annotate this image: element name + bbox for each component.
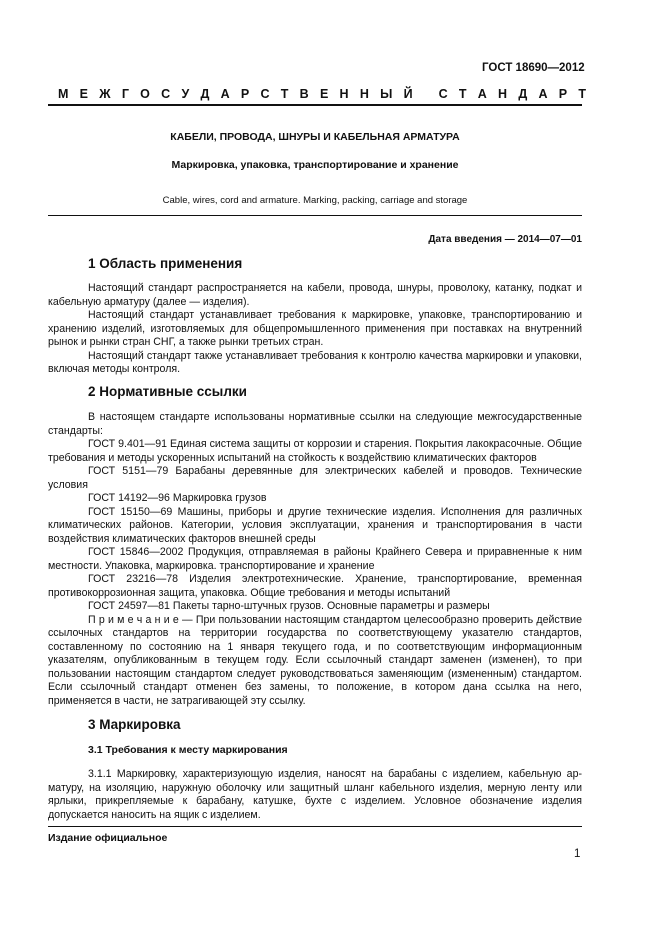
banner-letter: Т: [280, 87, 289, 101]
note-text: — При пользовании настоящим стандартом целесообразно проверить действие ссылочных стандартов на территории государства по соответствующему указателю стандартов, составленному по состоянию на 1 января текущего года, и по соответствующим информационным указателям, опубликованным в текущем году. Если ссылочный стандарт заменен (изменен), то при пользовании настоящим стандартом следует руководствоваться заменяющим (измененным) стандартом. Если ссылочный стандарт отменен без замены, то положение, в котором дана ссылка на него, применяется в части, не затрагивающей эту ссылку.: [48, 613, 582, 707]
banner-letter: В: [299, 87, 309, 101]
banner-letter: Н: [359, 87, 369, 101]
footer-rule: [48, 826, 582, 827]
section-1-heading: 1 Область применения: [88, 256, 243, 271]
banner-letter: А: [477, 87, 487, 101]
banner-letter: У: [181, 87, 190, 101]
banner-letter: Т: [578, 87, 586, 101]
section-1-body: [48, 282, 582, 377]
note-label: П р и м е ч а н и е: [88, 613, 179, 626]
banner-letter: С: [260, 87, 270, 101]
section-3-body: [48, 768, 582, 822]
reference-item: ГОСТ 23216—78 Изделия электротехнические. Хранение, транспортирование, временная противокоррозионная защита, упаковка. Общие требования и методы испытаний: [48, 573, 582, 599]
paragraph: Настоящий стандарт также устанавливает требования к контролю качества маркировки и упаковки, включая методы контроля.: [48, 349, 582, 375]
reference-item: ГОСТ 24597—81 Пакеты тарно-штучных грузов. Основные параметры и размеры: [88, 600, 490, 612]
banner-letter: Ж: [99, 87, 111, 101]
banner-letter: Ы: [380, 87, 393, 101]
document-title: КАБЕЛИ, ПРОВОДА, ШНУРЫ И КАБЕЛЬНАЯ АРМАТУРА: [170, 131, 460, 143]
subsection-3-1-heading: 3.1 Требования к месту маркирования: [88, 744, 288, 756]
paragraph: Настоящий стандарт устанавливает требования к маркировке, упаковке, транспортированию и хранению изделий, изготовляемых для общепромышленного применения при поставках на внутренний рынок и рынки стран СНГ, а также рынки третьих стран.: [48, 309, 582, 348]
section-3-heading: 3 Маркировка: [88, 717, 181, 732]
banner-letter: Р: [558, 87, 568, 101]
banner-letter: [424, 87, 427, 101]
banner-letter: Р: [240, 87, 250, 101]
section-2-heading: 2 Нормативные ссылки: [88, 384, 247, 399]
banner-letter: Е: [319, 87, 329, 101]
reference-item: ГОСТ 15846—2002 Продукция, отправляемая в районы Крайнего Севера и приравненные к ним местности. Упаковка, маркировка. транспортирование и хранение: [48, 546, 582, 572]
banner-letter: А: [538, 87, 548, 101]
interstate-standard-banner: [58, 87, 586, 101]
header-rule: [48, 104, 582, 106]
reference-item: ГОСТ 5151—79 Барабаны деревянные для электрических кабелей и проводов. Технические условия: [48, 465, 582, 491]
note: [48, 614, 582, 709]
title-rule: [48, 215, 582, 216]
banner-letter: А: [220, 87, 230, 101]
banner-letter: С: [161, 87, 171, 101]
reference-item: ГОСТ 9.401—91 Единая система защиты от коррозии и старения. Покрытия лакокрасочные. Общие требования и методы ускоренных испытаний на стойкость к воздействию климатических факторов: [48, 438, 582, 464]
page-number: 1: [574, 848, 581, 860]
banner-letter: Д: [200, 87, 210, 101]
paragraph: В настоящем стандарте использованы нормативные ссылки на следующие межгосударственные стандарты:: [48, 411, 582, 437]
banner-letter: Г: [121, 87, 129, 101]
reference-item: ГОСТ 14192—96 Маркировка грузов: [88, 492, 267, 504]
introduction-date: Дата введения — 2014—07—01: [428, 234, 582, 245]
paragraph: Настоящий стандарт распространяется на кабели, провода, шнуры, проволоку, катанку, подкат и кабельную арматуру (далее — изделия).: [48, 282, 582, 308]
paragraph: 3.1.1 Маркировку, характеризующую изделия, наносят на барабаны с изделием, кабельную арматуру, на изоляцию, наружную оболочку или защитный шланг кабельного изделия, мерную ленту или ярлыки, прикрепляемые к барабану, катушке, бухте с изделием. Условное обозначение изделия допускается наносить на ящик с изделием.: [48, 768, 582, 821]
banner-letter: Е: [79, 87, 89, 101]
document-subtitle: Маркировка, упаковка, транспортирование и хранение: [171, 159, 459, 171]
banner-letter: Т: [458, 87, 467, 101]
reference-item: ГОСТ 15150—69 Машины, приборы и другие технические изделия. Исполнения для различных климатических районов. Категории, условия эксплуатации, хранения и транспортирования в части воздействия климатических факторов внешней среды: [48, 505, 582, 545]
section-2-body: [48, 411, 582, 708]
document-code: ГОСТ 18690—2012: [482, 62, 585, 74]
banner-letter: О: [140, 87, 150, 101]
banner-letter: М: [58, 87, 69, 101]
banner-letter: С: [438, 87, 448, 101]
official-edition-label: Издание официальное: [48, 832, 168, 844]
banner-letter: Д: [518, 87, 528, 101]
banner-letter: Н: [339, 87, 349, 101]
english-title: Cable, wires, cord and armature. Marking, packing, carriage and storage: [162, 195, 468, 206]
banner-letter: Й: [403, 87, 413, 101]
banner-letter: Н: [498, 87, 508, 101]
